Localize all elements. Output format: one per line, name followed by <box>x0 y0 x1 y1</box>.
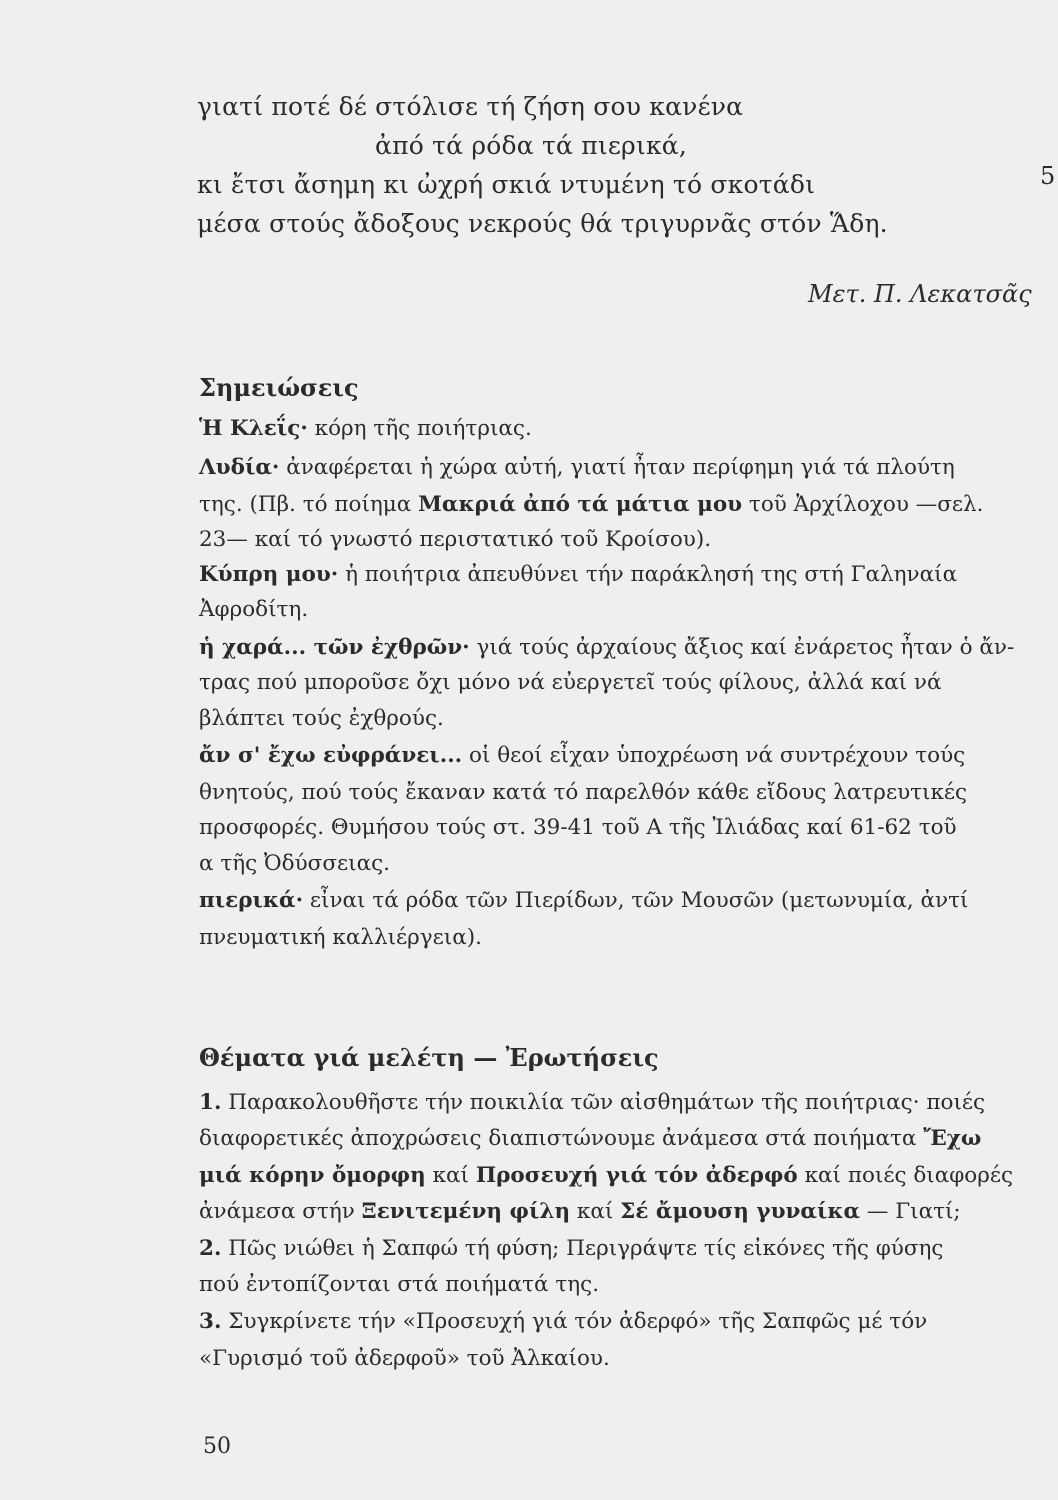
poem-line-1: γιατί ποτέ δέ στόλισε τή ζήση σου κανένα <box>197 92 744 121</box>
note-term: Ἡ Κλεΐς· <box>199 416 308 441</box>
poem-title: Σέ ἄμουση γυναίκα <box>620 1199 861 1224</box>
poem-title: Προσευχή γιά τόν ἀδερφό <box>475 1163 798 1188</box>
question-line: 2. Πῶς νιώθει ἡ Σαπφώ τή φύση; Περιγράψτε τίς εἰκόνες τῆς φύσης <box>199 1236 944 1261</box>
note-line: προσφορές. Θυμήσου τούς στ. 39-41 τοῦ Α τῆς Ἰλιάδας καί 61-62 τοῦ <box>199 815 957 840</box>
note-line: τρας πού μποροῦσε ὄχι μόνο νά εὐεργετεῖ τούς φίλους, ἀλλά καί νά <box>199 670 942 695</box>
note-line: Ἡ Κλεΐς· κόρη τῆς ποιήτριας. <box>199 416 532 441</box>
poem-line-4: μέσα στούς ἄδοξους νεκρούς θά τριγυρνᾶς στόν Ἅδη. <box>197 209 888 238</box>
note-line: Λυδία· ἀναφέρεται ἡ χώρα αὐτή, γιατί ἦταν περίφημη γιά τά πλούτη <box>199 455 955 480</box>
question-line: 1. Παρακολουθῆστε τήν ποικιλία τῶν αἰσθημάτων τῆς ποιήτριας· ποιές <box>199 1090 986 1115</box>
question-line: ἀνάμεσα στήν Ξενιτεμένη φίλη καί Σέ ἄμουση γυναίκα — Γιατί; <box>199 1199 961 1224</box>
poem-line-3: κι ἔτσι ἄσημη κι ὠχρή σκιά ντυμένη τό σκοτάδι <box>197 170 816 199</box>
note-line: της. (Πβ. τό ποίημα Μακριά ἀπό τά μάτια μου τοῦ Ἀρχίλοχου —σελ. <box>199 492 984 517</box>
note-term: ἄν σ' ἔχω εὐφράνει... <box>199 743 463 768</box>
note-line: θνητούς, πού τούς ἔκαναν κατά τό παρελθόν κάθε εἴδους λατρευτικές <box>199 780 968 805</box>
line-number: 5 <box>1040 162 1056 190</box>
question-number: 1. <box>199 1090 222 1115</box>
poem-line-2: ἀπό τά ρόδα τά πιερικά, <box>375 131 687 160</box>
note-term: ἡ χαρά... τῶν ἐχθρῶν· <box>199 635 470 660</box>
note-term: Λυδία· <box>199 455 280 480</box>
question-line: μιά κόρην ὄμορφη καί Προσευχή γιά τόν ἀδερφό καί ποιές διαφορές <box>199 1163 1014 1188</box>
note-line: Ἀφροδίτη. <box>199 597 309 622</box>
questions-heading: Θέματα γιά μελέτη — Ἐρωτήσεις <box>199 1043 659 1072</box>
note-line: ἄν σ' ἔχω εὐφράνει... οἱ θεοί εἶχαν ὑποχρέωση νά συντρέχουν τούς <box>199 743 966 768</box>
note-line: 23— καί τό γνωστό περιστατικό τοῦ Κροίσου). <box>199 527 712 552</box>
note-line: α τῆς Ὀδύσσειας. <box>199 851 390 876</box>
notes-heading: Σημειώσεις <box>199 373 359 402</box>
question-line: πού ἐντοπίζονται στά ποιήματά της. <box>199 1272 600 1297</box>
note-line: ἡ χαρά... τῶν ἐχθρῶν· γιά τούς ἀρχαίους ἄξιος καί ἐνάρετος ἦταν ὁ ἄν- <box>199 635 1015 660</box>
question-line: 3. Συγκρίνετε τήν «Προσευχή γιά τόν ἀδερφό» τῆς Σαπφῶς μέ τόν <box>199 1309 928 1334</box>
note-term: πιερικά· <box>199 888 304 913</box>
question-number: 3. <box>199 1309 222 1334</box>
poem-title: Ξενιτεμένη φίλη <box>361 1199 571 1224</box>
note-term: Μακριά ἀπό τά μάτια μου <box>418 492 743 517</box>
note-line: βλάπτει τούς ἐχθρούς. <box>199 706 444 731</box>
note-line: Κύπρη μου· ἡ ποιήτρια ἀπευθύνει τήν παράκλησή της στή Γαληναία <box>199 562 958 587</box>
question-line: διαφορετικές ἀποχρώσεις διαπιστώνουμε ἀνάμεσα στά ποιήματα Ἔχω <box>199 1126 982 1151</box>
note-line: πιερικά· εἶναι τά ρόδα τῶν Πιερίδων, τῶν Μουσῶν (μετωνυμία, ἀντί <box>199 888 969 913</box>
translator-credit: Μετ. Π. Λεκατσᾶς <box>808 280 1032 308</box>
poem-title: μιά κόρην ὄμορφη <box>199 1163 426 1188</box>
page-number: 50 <box>203 1434 231 1459</box>
question-number: 2. <box>199 1236 222 1261</box>
poem-title: Ἔχω <box>923 1126 982 1151</box>
note-term: Κύπρη μου· <box>199 562 339 587</box>
note-line: πνευματική καλλιέργεια). <box>199 925 482 950</box>
question-line: «Γυρισμό τοῦ ἀδερφοῦ» τοῦ Ἀλκαίου. <box>199 1346 610 1371</box>
